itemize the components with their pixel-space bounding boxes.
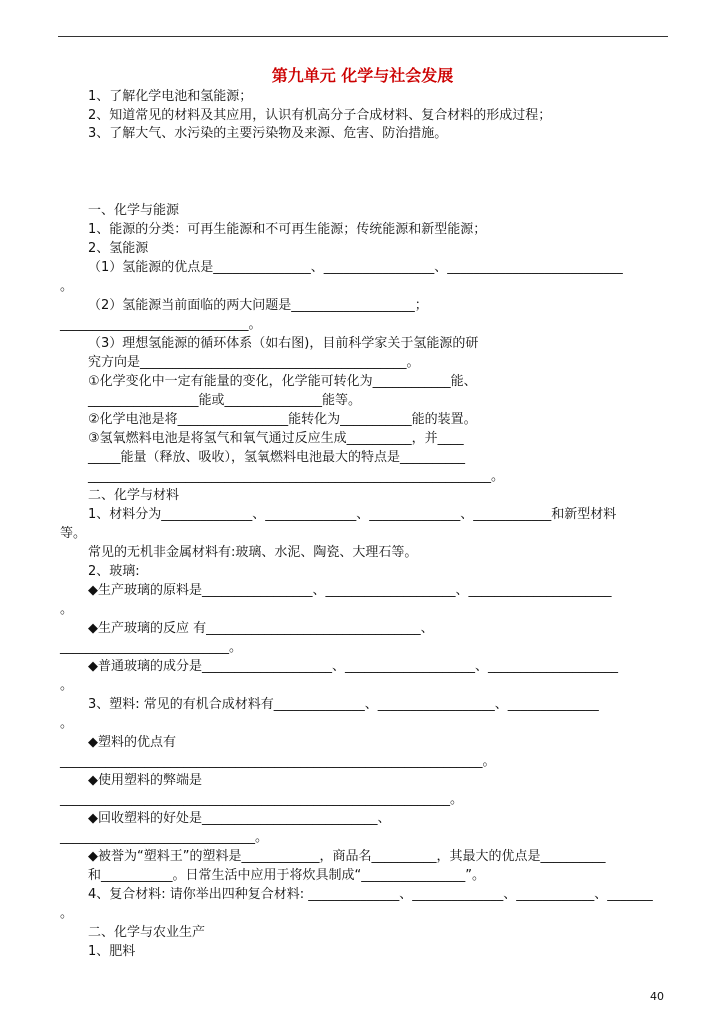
text-line: 1、能源的分类：可再生能源和不可再生能源；传统能源和新型能源； bbox=[88, 222, 487, 237]
fill-in-line: ◆普通玻璃的成分是____________________、____________________、____________________ bbox=[88, 659, 618, 674]
text-line: 1、肥料 bbox=[88, 944, 136, 959]
objective-2: 2、知道常见的材料及其应用，认识有机高分子合成材料、复合材料的形成过程； bbox=[88, 108, 552, 123]
text-line: 2、玻璃: bbox=[88, 564, 140, 579]
objective-1: 1、了解化学电池和氢能源； bbox=[88, 89, 253, 104]
fill-in-line: _________________能或_______________能等。 bbox=[88, 393, 362, 408]
fill-in-line: ◆被誉为“塑料王”的塑料是____________，商品名__________，其最大的优点是__________ bbox=[88, 849, 606, 864]
text-line: 常见的无机非金属材料有:玻璃、水泥、陶瓷、大理石等。 bbox=[88, 545, 418, 560]
section-heading-agriculture: 二、化学与农业生产 bbox=[88, 925, 206, 940]
fill-in-line: ____________________________________________________________。 bbox=[60, 792, 463, 807]
section-heading-energy: 一、化学与能源 bbox=[88, 203, 180, 218]
fill-in-line: ③氢氧燃料电池是将氢气和氧气通过反应生成__________，并____ bbox=[88, 431, 464, 446]
fill-in-line: _________________________________________________________________。 bbox=[60, 754, 496, 769]
text-line: （3）理想氢能源的循环体系（如右图)，目前科学家关于氢能源的研 bbox=[88, 336, 479, 351]
fill-in-line: ______________________________________________________________。 bbox=[88, 469, 504, 484]
text-line: 2、氢能源 bbox=[88, 241, 149, 256]
fill-in-line: （1）氢能源的优点是_______________、_________________、___________________________ bbox=[88, 260, 623, 275]
fill-in-line: ◆生产玻璃的原料是_________________、____________________、______________________ bbox=[88, 583, 612, 598]
unit-title: 第九单元 化学与社会发展 bbox=[271, 66, 454, 85]
text-line: 。 bbox=[60, 602, 74, 617]
fill-in-line: ◆回收塑料的好处是___________________________、 bbox=[88, 811, 391, 826]
fill-in-line: 究方向是_________________________________________。 bbox=[88, 355, 420, 370]
fill-in-line: ______________________________。 bbox=[60, 830, 269, 845]
page-number: 40 bbox=[650, 990, 664, 1003]
fill-in-line: ◆生产玻璃的反应 有_________________________________、 bbox=[88, 621, 434, 636]
fill-in-line: 1、材料分为______________、______________、______________、____________和新型材料 bbox=[88, 507, 617, 522]
text-line: 。 bbox=[60, 279, 74, 294]
text-line: ◆使用塑料的弊端是 bbox=[88, 773, 202, 788]
fill-in-line: 和___________。日常生活中应用于将炊具制成“________________”。 bbox=[88, 868, 485, 883]
section-heading-materials: 二、化学与材料 bbox=[88, 488, 180, 503]
fill-in-line: ②化学电池是将_________________能转化为___________能的装置。 bbox=[88, 412, 477, 427]
text-line: 。 bbox=[60, 716, 74, 731]
text-line: 等。 bbox=[60, 526, 87, 541]
fill-in-line: _____能量（释放、吸收），氢氧燃料电池最大的特点是__________ bbox=[88, 450, 466, 465]
text-line: ◆塑料的优点有 bbox=[88, 735, 176, 750]
objective-3: 3、了解大气、水污染的主要污染物及来源、危害、防治措施。 bbox=[88, 126, 448, 141]
fill-in-line: ①化学变化中一定有能量的变化，化学能可转化为____________能、 bbox=[88, 374, 477, 389]
fill-in-line: __________________________。 bbox=[60, 640, 243, 655]
fill-in-line: （2）氢能源当前面临的两大问题是___________________； bbox=[88, 298, 428, 313]
fill-in-line: 3、塑料: 常见的有机合成材料有______________、__________________、______________ bbox=[88, 697, 599, 712]
header-rule bbox=[58, 36, 668, 37]
fill-in-line: 4、复合材料: 请你举出四种复合材料: ______________、______________、____________、_______ bbox=[88, 887, 653, 902]
text-line: 。 bbox=[60, 678, 74, 693]
text-line: 。 bbox=[60, 906, 74, 921]
fill-in-line: _____________________________。 bbox=[60, 317, 262, 332]
